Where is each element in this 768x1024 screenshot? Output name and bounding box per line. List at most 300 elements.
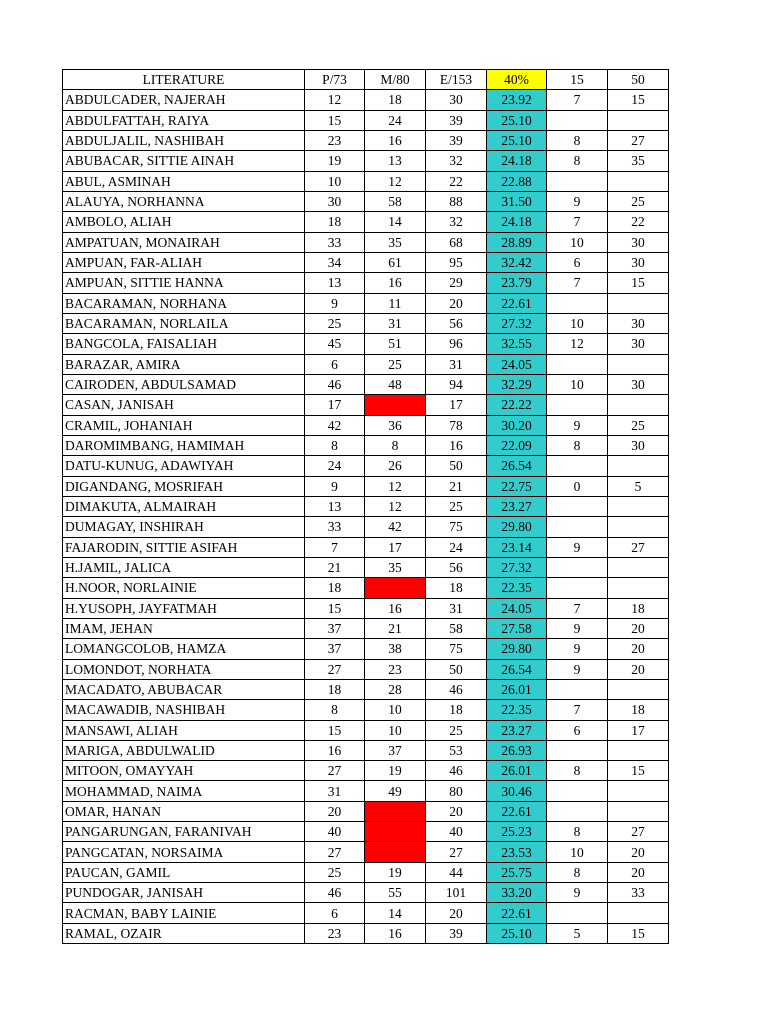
score-percent: 22.75 bbox=[487, 476, 547, 496]
score-e: 58 bbox=[426, 618, 487, 638]
score-15 bbox=[547, 171, 608, 191]
score-p: 13 bbox=[305, 273, 365, 293]
student-name: LOMANGCOLOB, HAMZA bbox=[63, 639, 305, 659]
score-e: 18 bbox=[426, 700, 487, 720]
table-row bbox=[63, 517, 669, 537]
student-name: H.YUSOPH, JAYFATMAH bbox=[63, 598, 305, 618]
score-15: 10 bbox=[547, 232, 608, 252]
score-p: 12 bbox=[305, 90, 365, 110]
score-percent: 27.32 bbox=[487, 557, 547, 577]
score-percent: 32.55 bbox=[487, 334, 547, 354]
score-m: 35 bbox=[365, 232, 426, 252]
score-15: 9 bbox=[547, 639, 608, 659]
score-p: 18 bbox=[305, 212, 365, 232]
score-15: 7 bbox=[547, 273, 608, 293]
score-50 bbox=[608, 740, 669, 760]
student-name: H.NOOR, NORLAINIE bbox=[63, 578, 305, 598]
score-50: 30 bbox=[608, 334, 669, 354]
score-p: 8 bbox=[305, 435, 365, 455]
student-name: CASAN, JANISAH bbox=[63, 395, 305, 415]
score-p: 23 bbox=[305, 130, 365, 150]
score-m: 23 bbox=[365, 659, 426, 679]
table-row bbox=[63, 842, 669, 862]
table-row bbox=[63, 903, 669, 923]
score-50 bbox=[608, 354, 669, 374]
student-name: AMPATUAN, MONAIRAH bbox=[63, 232, 305, 252]
score-m: 31 bbox=[365, 313, 426, 333]
score-50 bbox=[608, 456, 669, 476]
score-50 bbox=[608, 395, 669, 415]
score-e: 39 bbox=[426, 130, 487, 150]
score-m: 12 bbox=[365, 171, 426, 191]
score-percent: 23.14 bbox=[487, 537, 547, 557]
score-15: 7 bbox=[547, 700, 608, 720]
score-m: 55 bbox=[365, 883, 426, 903]
table-row bbox=[63, 700, 669, 720]
score-50: 15 bbox=[608, 90, 669, 110]
score-p: 46 bbox=[305, 883, 365, 903]
score-percent: 22.61 bbox=[487, 293, 547, 313]
score-m: 19 bbox=[365, 862, 426, 882]
score-e: 50 bbox=[426, 659, 487, 679]
score-m: 11 bbox=[365, 293, 426, 313]
score-e: 101 bbox=[426, 883, 487, 903]
score-percent: 22.09 bbox=[487, 435, 547, 455]
student-name: BACARAMAN, NORHANA bbox=[63, 293, 305, 313]
score-e: 20 bbox=[426, 801, 487, 821]
column-header-50: 50 bbox=[608, 70, 669, 90]
score-50: 30 bbox=[608, 435, 669, 455]
score-e: 68 bbox=[426, 232, 487, 252]
score-m: 12 bbox=[365, 476, 426, 496]
score-50 bbox=[608, 578, 669, 598]
score-e: 21 bbox=[426, 476, 487, 496]
score-50: 18 bbox=[608, 700, 669, 720]
score-m: 24 bbox=[365, 110, 426, 130]
score-e: 31 bbox=[426, 598, 487, 618]
score-50: 20 bbox=[608, 842, 669, 862]
score-15 bbox=[547, 354, 608, 374]
score-m: 48 bbox=[365, 374, 426, 394]
score-m: 16 bbox=[365, 923, 426, 943]
table-row bbox=[63, 781, 669, 801]
student-name: PANGCATAN, NORSAIMA bbox=[63, 842, 305, 862]
score-m: 36 bbox=[365, 415, 426, 435]
score-p: 23 bbox=[305, 923, 365, 943]
score-15 bbox=[547, 781, 608, 801]
score-m: 16 bbox=[365, 130, 426, 150]
score-percent: 27.32 bbox=[487, 313, 547, 333]
student-name: MACADATO, ABUBACAR bbox=[63, 679, 305, 699]
table-row bbox=[63, 883, 669, 903]
score-m: 17 bbox=[365, 537, 426, 557]
score-e: 80 bbox=[426, 781, 487, 801]
table-row bbox=[63, 252, 669, 272]
student-name: MITOON, OMAYYAH bbox=[63, 761, 305, 781]
subject-title: LITERATURE bbox=[63, 70, 305, 90]
column-header-15: 15 bbox=[547, 70, 608, 90]
score-50 bbox=[608, 781, 669, 801]
student-name: ALAUYA, NORHANNA bbox=[63, 191, 305, 211]
student-name: BANGCOLA, FAISALIAH bbox=[63, 334, 305, 354]
score-percent: 33.20 bbox=[487, 883, 547, 903]
score-m: 14 bbox=[365, 903, 426, 923]
score-percent: 24.18 bbox=[487, 151, 547, 171]
score-15 bbox=[547, 740, 608, 760]
score-15: 7 bbox=[547, 90, 608, 110]
score-e: 32 bbox=[426, 151, 487, 171]
score-p: 40 bbox=[305, 822, 365, 842]
score-50: 33 bbox=[608, 883, 669, 903]
score-15: 10 bbox=[547, 842, 608, 862]
student-name: MARIGA, ABDULWALID bbox=[63, 740, 305, 760]
table-row bbox=[63, 212, 669, 232]
score-percent: 22.61 bbox=[487, 903, 547, 923]
score-m: 28 bbox=[365, 679, 426, 699]
score-percent: 32.29 bbox=[487, 374, 547, 394]
table-row bbox=[63, 822, 669, 842]
score-15 bbox=[547, 578, 608, 598]
score-15: 0 bbox=[547, 476, 608, 496]
student-name: DATU-KUNUG, ADAWIYAH bbox=[63, 456, 305, 476]
student-name: CAIRODEN, ABDULSAMAD bbox=[63, 374, 305, 394]
score-50: 30 bbox=[608, 252, 669, 272]
score-50: 25 bbox=[608, 191, 669, 211]
student-name: BARAZAR, AMIRA bbox=[63, 354, 305, 374]
score-50: 30 bbox=[608, 232, 669, 252]
score-percent: 23.92 bbox=[487, 90, 547, 110]
score-15 bbox=[547, 110, 608, 130]
score-percent: 29.80 bbox=[487, 639, 547, 659]
score-e: 25 bbox=[426, 720, 487, 740]
table-row bbox=[63, 334, 669, 354]
score-p: 9 bbox=[305, 476, 365, 496]
score-percent: 23.53 bbox=[487, 842, 547, 862]
score-p: 27 bbox=[305, 659, 365, 679]
score-50 bbox=[608, 679, 669, 699]
score-m: 49 bbox=[365, 781, 426, 801]
score-percent: 28.89 bbox=[487, 232, 547, 252]
score-m: 37 bbox=[365, 740, 426, 760]
student-name: IMAM, JEHAN bbox=[63, 618, 305, 638]
column-header-m: M/80 bbox=[365, 70, 426, 90]
score-e: 46 bbox=[426, 679, 487, 699]
score-e: 95 bbox=[426, 252, 487, 272]
score-50: 5 bbox=[608, 476, 669, 496]
score-50: 20 bbox=[608, 862, 669, 882]
score-p: 8 bbox=[305, 700, 365, 720]
score-p: 30 bbox=[305, 191, 365, 211]
score-p: 20 bbox=[305, 801, 365, 821]
score-15: 12 bbox=[547, 334, 608, 354]
score-e: 25 bbox=[426, 496, 487, 516]
score-percent: 22.35 bbox=[487, 578, 547, 598]
score-percent: 22.61 bbox=[487, 801, 547, 821]
score-15: 7 bbox=[547, 212, 608, 232]
score-15: 8 bbox=[547, 130, 608, 150]
score-m: 13 bbox=[365, 151, 426, 171]
student-name: MANSAWI, ALIAH bbox=[63, 720, 305, 740]
score-15: 9 bbox=[547, 415, 608, 435]
score-m: 12 bbox=[365, 496, 426, 516]
score-p: 9 bbox=[305, 293, 365, 313]
score-e: 32 bbox=[426, 212, 487, 232]
score-15 bbox=[547, 517, 608, 537]
table-row bbox=[63, 618, 669, 638]
score-50: 20 bbox=[608, 659, 669, 679]
score-m: 10 bbox=[365, 720, 426, 740]
score-p: 10 bbox=[305, 171, 365, 191]
score-50: 15 bbox=[608, 761, 669, 781]
score-p: 42 bbox=[305, 415, 365, 435]
score-m: 25 bbox=[365, 354, 426, 374]
score-p: 37 bbox=[305, 618, 365, 638]
score-percent: 22.88 bbox=[487, 171, 547, 191]
score-15 bbox=[547, 293, 608, 313]
score-15: 8 bbox=[547, 822, 608, 842]
score-e: 88 bbox=[426, 191, 487, 211]
score-15 bbox=[547, 557, 608, 577]
score-p: 6 bbox=[305, 903, 365, 923]
column-header-p: P/73 bbox=[305, 70, 365, 90]
score-15 bbox=[547, 456, 608, 476]
score-e: 46 bbox=[426, 761, 487, 781]
score-m bbox=[365, 842, 426, 862]
table-row bbox=[63, 130, 669, 150]
table-row bbox=[63, 578, 669, 598]
table-row bbox=[63, 232, 669, 252]
score-e: 40 bbox=[426, 822, 487, 842]
student-name: RACMAN, BABY LAINIE bbox=[63, 903, 305, 923]
table-row bbox=[63, 354, 669, 374]
score-p: 18 bbox=[305, 578, 365, 598]
score-p: 31 bbox=[305, 781, 365, 801]
score-e: 94 bbox=[426, 374, 487, 394]
score-e: 39 bbox=[426, 110, 487, 130]
grades-table bbox=[62, 69, 669, 944]
score-50: 15 bbox=[608, 923, 669, 943]
student-name: LOMONDOT, NORHATA bbox=[63, 659, 305, 679]
score-m: 51 bbox=[365, 334, 426, 354]
student-name: AMPUAN, SITTIE HANNA bbox=[63, 273, 305, 293]
score-percent: 23.27 bbox=[487, 720, 547, 740]
student-name: OMAR, HANAN bbox=[63, 801, 305, 821]
score-m: 16 bbox=[365, 598, 426, 618]
table-row bbox=[63, 151, 669, 171]
score-p: 24 bbox=[305, 456, 365, 476]
score-m: 8 bbox=[365, 435, 426, 455]
score-e: 31 bbox=[426, 354, 487, 374]
score-50: 30 bbox=[608, 313, 669, 333]
score-p: 25 bbox=[305, 313, 365, 333]
score-m bbox=[365, 395, 426, 415]
table-row bbox=[63, 598, 669, 618]
score-e: 20 bbox=[426, 293, 487, 313]
table-row bbox=[63, 293, 669, 313]
score-15 bbox=[547, 395, 608, 415]
score-m: 16 bbox=[365, 273, 426, 293]
score-e: 17 bbox=[426, 395, 487, 415]
score-p: 17 bbox=[305, 395, 365, 415]
header-row bbox=[63, 70, 669, 90]
score-15 bbox=[547, 801, 608, 821]
score-15: 10 bbox=[547, 374, 608, 394]
table-row bbox=[63, 679, 669, 699]
score-50: 27 bbox=[608, 537, 669, 557]
score-e: 20 bbox=[426, 903, 487, 923]
student-name: ABDULFATTAH, RAIYA bbox=[63, 110, 305, 130]
score-percent: 30.20 bbox=[487, 415, 547, 435]
score-e: 56 bbox=[426, 313, 487, 333]
table-row bbox=[63, 720, 669, 740]
student-name: DIGANDANG, MOSRIFAH bbox=[63, 476, 305, 496]
score-15: 5 bbox=[547, 923, 608, 943]
table-row bbox=[63, 90, 669, 110]
student-name: FAJARODIN, SITTIE ASIFAH bbox=[63, 537, 305, 557]
student-name: H.JAMIL, JALICA bbox=[63, 557, 305, 577]
student-name: MOHAMMAD, NAIMA bbox=[63, 781, 305, 801]
score-p: 27 bbox=[305, 842, 365, 862]
student-name: AMBOLO, ALIAH bbox=[63, 212, 305, 232]
score-percent: 27.58 bbox=[487, 618, 547, 638]
score-e: 56 bbox=[426, 557, 487, 577]
score-15: 8 bbox=[547, 862, 608, 882]
score-15: 9 bbox=[547, 618, 608, 638]
student-name: RAMAL, OZAIR bbox=[63, 923, 305, 943]
score-e: 18 bbox=[426, 578, 487, 598]
score-15: 9 bbox=[547, 659, 608, 679]
score-15: 8 bbox=[547, 435, 608, 455]
student-name: ABDULJALIL, NASHIBAH bbox=[63, 130, 305, 150]
table-body bbox=[63, 90, 669, 944]
score-m bbox=[365, 578, 426, 598]
score-15: 6 bbox=[547, 720, 608, 740]
score-50: 27 bbox=[608, 130, 669, 150]
score-50: 15 bbox=[608, 273, 669, 293]
score-percent: 24.05 bbox=[487, 354, 547, 374]
score-percent: 26.54 bbox=[487, 456, 547, 476]
score-e: 96 bbox=[426, 334, 487, 354]
score-p: 13 bbox=[305, 496, 365, 516]
score-50 bbox=[608, 110, 669, 130]
table-row bbox=[63, 171, 669, 191]
score-percent: 24.05 bbox=[487, 598, 547, 618]
table-row bbox=[63, 923, 669, 943]
score-15: 10 bbox=[547, 313, 608, 333]
score-m: 35 bbox=[365, 557, 426, 577]
score-percent: 26.01 bbox=[487, 761, 547, 781]
score-50: 17 bbox=[608, 720, 669, 740]
score-50: 30 bbox=[608, 374, 669, 394]
score-50 bbox=[608, 903, 669, 923]
student-name: DUMAGAY, INSHIRAH bbox=[63, 517, 305, 537]
score-15: 9 bbox=[547, 537, 608, 557]
student-name: DAROMIMBANG, HAMIMAH bbox=[63, 435, 305, 455]
score-percent: 22.35 bbox=[487, 700, 547, 720]
score-p: 33 bbox=[305, 232, 365, 252]
score-m: 61 bbox=[365, 252, 426, 272]
score-50 bbox=[608, 171, 669, 191]
score-p: 34 bbox=[305, 252, 365, 272]
table-row bbox=[63, 801, 669, 821]
score-percent: 26.54 bbox=[487, 659, 547, 679]
score-m: 42 bbox=[365, 517, 426, 537]
table-row bbox=[63, 476, 669, 496]
table-row bbox=[63, 110, 669, 130]
student-name: BACARAMAN, NORLAILA bbox=[63, 313, 305, 333]
student-name: CRAMIL, JOHANIAH bbox=[63, 415, 305, 435]
score-percent: 25.23 bbox=[487, 822, 547, 842]
score-percent: 25.10 bbox=[487, 130, 547, 150]
student-name: PAUCAN, GAMIL bbox=[63, 862, 305, 882]
score-e: 39 bbox=[426, 923, 487, 943]
column-header-percent: 40% bbox=[487, 70, 547, 90]
score-p: 37 bbox=[305, 639, 365, 659]
score-e: 16 bbox=[426, 435, 487, 455]
score-p: 19 bbox=[305, 151, 365, 171]
score-15: 8 bbox=[547, 761, 608, 781]
table-row bbox=[63, 273, 669, 293]
table-row bbox=[63, 761, 669, 781]
table-row bbox=[63, 740, 669, 760]
score-50: 35 bbox=[608, 151, 669, 171]
score-percent: 31.50 bbox=[487, 191, 547, 211]
score-e: 22 bbox=[426, 171, 487, 191]
table-row bbox=[63, 374, 669, 394]
score-15 bbox=[547, 903, 608, 923]
score-p: 21 bbox=[305, 557, 365, 577]
table-row bbox=[63, 435, 669, 455]
table-row bbox=[63, 537, 669, 557]
score-50: 18 bbox=[608, 598, 669, 618]
score-m: 21 bbox=[365, 618, 426, 638]
table-row bbox=[63, 313, 669, 333]
score-p: 27 bbox=[305, 761, 365, 781]
score-m bbox=[365, 822, 426, 842]
score-percent: 22.22 bbox=[487, 395, 547, 415]
score-e: 75 bbox=[426, 639, 487, 659]
score-percent: 30.46 bbox=[487, 781, 547, 801]
score-m: 38 bbox=[365, 639, 426, 659]
table-row bbox=[63, 862, 669, 882]
score-p: 18 bbox=[305, 679, 365, 699]
score-50 bbox=[608, 557, 669, 577]
score-15: 9 bbox=[547, 883, 608, 903]
score-p: 33 bbox=[305, 517, 365, 537]
score-15 bbox=[547, 679, 608, 699]
student-name: PANGARUNGAN, FARANIVAH bbox=[63, 822, 305, 842]
student-name: MACAWADIB, NASHIBAH bbox=[63, 700, 305, 720]
score-e: 24 bbox=[426, 537, 487, 557]
score-percent: 32.42 bbox=[487, 252, 547, 272]
score-p: 16 bbox=[305, 740, 365, 760]
score-e: 44 bbox=[426, 862, 487, 882]
score-p: 15 bbox=[305, 598, 365, 618]
score-e: 50 bbox=[426, 456, 487, 476]
table-row bbox=[63, 557, 669, 577]
score-50: 27 bbox=[608, 822, 669, 842]
score-percent: 26.01 bbox=[487, 679, 547, 699]
score-percent: 23.27 bbox=[487, 496, 547, 516]
student-name: PUNDOGAR, JANISAH bbox=[63, 883, 305, 903]
score-e: 29 bbox=[426, 273, 487, 293]
score-50: 20 bbox=[608, 639, 669, 659]
score-50: 22 bbox=[608, 212, 669, 232]
score-m: 10 bbox=[365, 700, 426, 720]
score-15 bbox=[547, 496, 608, 516]
table-row bbox=[63, 456, 669, 476]
table-row bbox=[63, 659, 669, 679]
